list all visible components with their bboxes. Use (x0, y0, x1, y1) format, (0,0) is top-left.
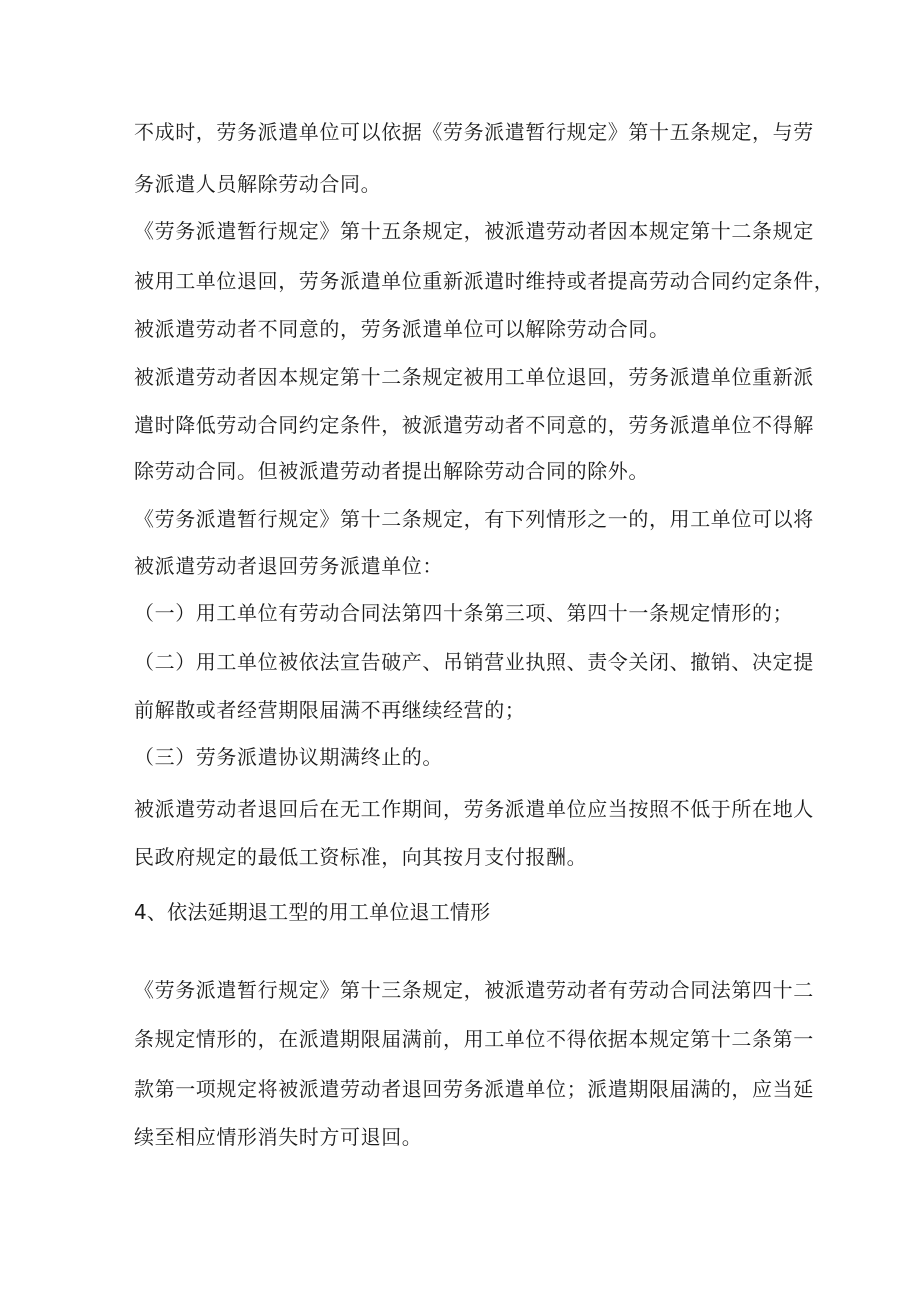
text-line: 续至相应情形消失时方可退回。 (134, 1125, 423, 1149)
text-line: 条规定情形的，在派遣期限届满前，用工单位不得依据本规定第十二条第一 (134, 1027, 814, 1051)
text-line: 民政府规定的最低工资标准，向其按月支付报酬。 (134, 845, 588, 869)
text-line: 被派遣劳动者退回后在无工作期间，劳务派遣单位应当按照不低于所在地人 (134, 797, 814, 821)
text-line: 被派遣劳动者不同意的，劳务派遣单位可以解除劳动合同。 (134, 317, 670, 341)
text-line: 被派遣劳动者退回劳务派遣单位： (134, 554, 443, 578)
section-heading: 4、依法延期退工型的用工单位退工情形 (134, 900, 491, 924)
text-line: 遣时降低劳动合同约定条件，被派遣劳动者不同意的，劳务派遣单位不得解 (134, 413, 814, 437)
text-line: （一）用工单位有劳动合同法第四十条第三项、第四十一条规定情形的； (134, 601, 794, 625)
text-line: 前解散或者经营期限届满不再继续经营的； (134, 698, 526, 722)
text-line: 不成时，劳务派遣单位可以依据《劳务派遣暂行规定》第十五条规定，与劳 (134, 120, 814, 144)
text-line: 被用工单位退回，劳务派遣单位重新派遣时维持或者提高劳动合同约定条件， (134, 269, 835, 293)
text-line: （二）用工单位被依法宣告破产、吊销营业执照、责令关闭、撤销、决定提 (134, 650, 814, 674)
text-line: （三）劳务派遣协议期满终止的。 (134, 745, 443, 769)
text-line: 被派遣劳动者因本规定第十二条规定被用工单位退回，劳务派遣单位重新派 (134, 365, 814, 389)
text-line: 《劳务派遣暂行规定》第十二条规定，有下列情形之一的，用工单位可以将 (134, 507, 814, 531)
text-line: 《劳务派遣暂行规定》第十三条规定，被派遣劳动者有劳动合同法第四十二 (134, 978, 814, 1002)
text-line: 款第一项规定将被派遣劳动者退回劳务派遣单位；派遣期限届满的，应当延 (134, 1077, 814, 1101)
text-line: 《劳务派遣暂行规定》第十五条规定，被派遣劳动者因本规定第十二条规定 (134, 219, 814, 243)
text-line: 务派遣人员解除劳动合同。 (134, 172, 382, 196)
text-line: 除劳动合同。但被派遣劳动者提出解除劳动合同的除外。 (134, 459, 649, 483)
